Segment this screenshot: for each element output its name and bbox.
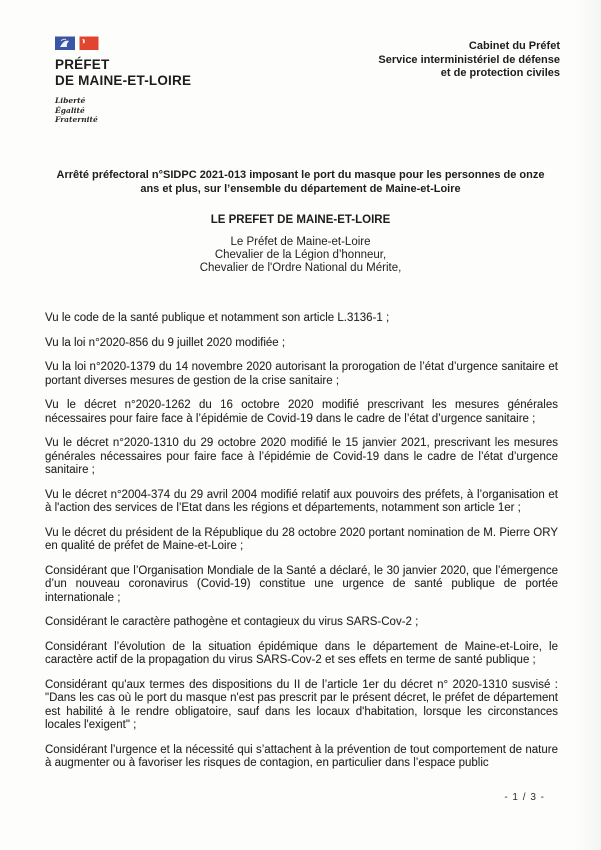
recital-paragraph: Vu le code de la santé publique et notamment son article L.3136-1 ; <box>45 312 390 324</box>
recital-paragraph: Vu le décret du président de la République du 28 octobre 2020 portant nomination de M. Pierre ORY en qualité de préfet de Maine-et-Loire ; <box>45 526 558 552</box>
decree-body <box>45 312 558 782</box>
prefecture-logo <box>55 36 275 125</box>
page-number: - 1 / 3 - <box>504 792 545 803</box>
service-line-sidpc: Service interministériel de défense <box>378 53 560 66</box>
recital-paragraph: Considérant l’urgence et la nécessité qui s’attachent à la prévention de tout comportement de nature à augmenter ou à favoriser les risques de contagion, en particulier dans l’espace public <box>45 743 558 769</box>
service-line-cabinet: Cabinet du Préfet <box>468 40 560 52</box>
recital-paragraph: Vu le décret n°2004-374 du 29 avril 2004 modifié relatif aux pouvoirs des préfets, à l’organisation et à l'action des services de l’Etat dans les régions et départements, notamment son article 1er ; <box>45 488 558 514</box>
issuing-service-block <box>378 40 560 81</box>
institution-name-line2: DE MAINE-ET-LOIRE <box>55 73 192 88</box>
french-flag-emblem <box>55 36 100 51</box>
recital-paragraph: Vu la loi n°2020-856 du 9 juillet 2020 modifiée ; <box>45 336 286 349</box>
prefet-title-line2: Chevalier de la Légion d’honneur, <box>214 249 387 261</box>
prefet-title-line1: Le Préfet de Maine-et-Loire <box>230 236 371 248</box>
recital-paragraph: Considérant qu'aux termes des dispositions du II de l’article 1er du décret n° 2020-1310 susvisé : "Dans les cas où le port du masque n'est pas prescrit par le présent décret, le préfet de département est habilité à le rendre obligatoire, sauf dans les locaux d'habitation, lorsque les circonstances locales l'exigent" ; <box>45 678 558 731</box>
recital-paragraph: Considérant l’évolution de la situation épidémique dans le département de Maine-et-Loire, le caractère actif de la propagation du virus SARS-Cov-2 et ses effets en terme de santé publique ; <box>45 640 558 666</box>
recital-paragraph: Considérant le caractère pathogène et contagieux du virus SARS-Cov-2 ; <box>45 616 419 628</box>
recital-paragraph: Vu la loi n°2020-1379 du 14 novembre 2020 autorisant la prorogation de l’état d’urgence sanitaire et portant diverses mesures de gestion de la crise sanitaire ; <box>45 361 558 387</box>
service-line-protection: et de protection civiles <box>440 67 560 79</box>
prefet-heading: LE PREFET DE MAINE-ET-LOIRE <box>210 214 391 226</box>
motto-egalite: Égalité <box>55 105 85 115</box>
prefet-titles <box>0 236 601 275</box>
prefet-title-line3: Chevalier de l'Ordre National du Mérite, <box>199 262 402 274</box>
recital-paragraph: Considérant que l’Organisation Mondiale de la Santé a déclaré, le 30 janvier 2020, que l’émergence d’un nouveau coronavirus (Covid-19) constitue une urgence de santé publique de portée internationale ; <box>45 564 558 604</box>
decree-title: Arrêté préfectoral n°SIDPC 2021-013 imposant le port du masque pour les personnes de onze ans et plus, sur l’ensemble du département de Maine-et-Loire <box>56 169 545 195</box>
institution-name-line1: PRÉFET <box>55 57 110 72</box>
motto-liberte: Liberté <box>55 96 86 105</box>
republic-motto <box>55 96 275 125</box>
recital-paragraph: Vu le décret n°2020-1262 du 16 octobre 2020 modifié prescrivant les mesures générales nécessaires pour faire face à l’épidémie de Covid-19 dans le cadre de l’état d’urgence sanitaire ; <box>45 399 558 425</box>
motto-fraternite: Fraternité <box>55 115 98 124</box>
recital-paragraph: Vu le décret n°2020-1310 du 29 octobre 2020 modifié le 15 janvier 2021, prescrivant les mesures générales nécessaires pour faire face à l’épidémie de Covid-19 dans le cadre de l’état d’urgence sanitaire ; <box>45 437 558 476</box>
